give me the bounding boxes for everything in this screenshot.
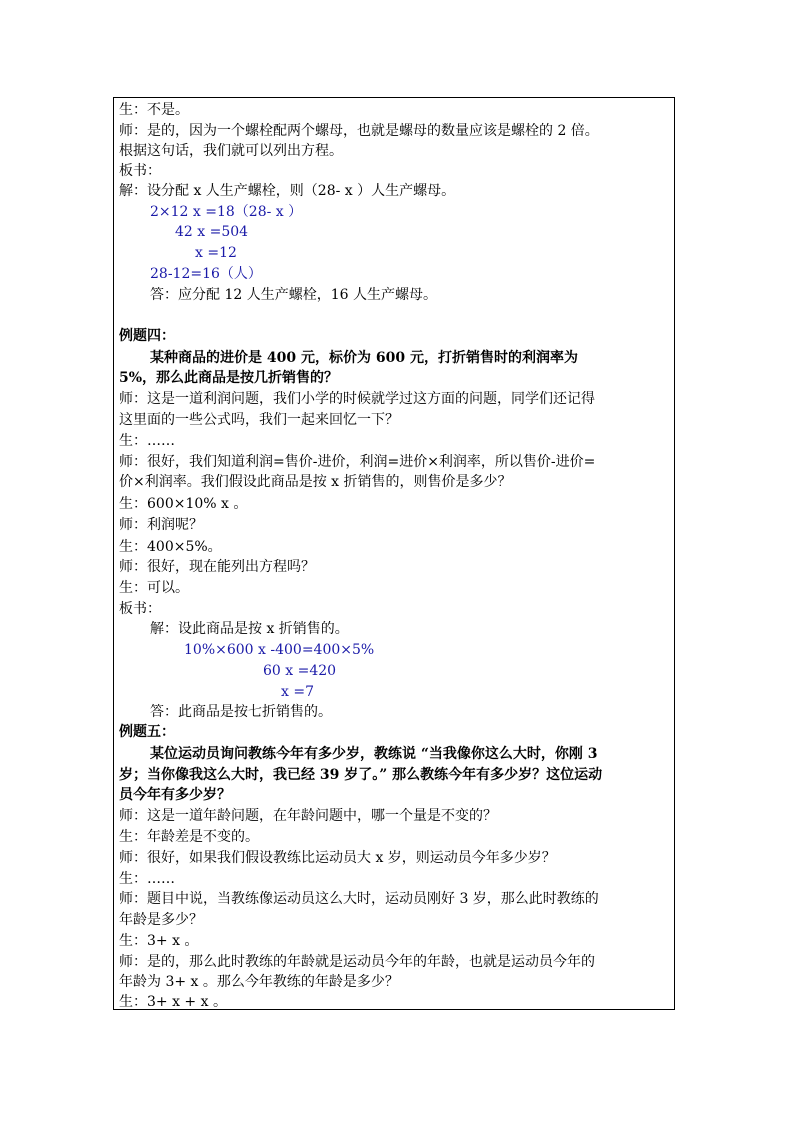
text-line: 板书： <box>119 601 161 617</box>
text-line: 师：很好，现在能列出方程吗？ <box>119 559 315 575</box>
answer-line: 答：应分配 12 人生产螺栓，16 人生产螺母。 <box>150 287 437 303</box>
text-line: 师：这是一道年龄问题，在年龄问题中，哪一个量是不变的？ <box>119 808 497 824</box>
text-line: 生：3+ x + x 。 <box>119 994 227 1010</box>
text-line: 师：很好，如果我们假设教练比运动员大 x 岁，则运动员今年多少岁？ <box>119 850 556 866</box>
text-line: 这里面的一些公式吗，我们一起来回忆一下？ <box>119 412 399 428</box>
text-line: 解：设分配 x 人生产螺栓，则（28- x ）人生产螺母。 <box>119 183 456 199</box>
text-line: 生：3+ x 。 <box>119 933 199 949</box>
equation-line: 28-12=16（人） <box>150 266 262 282</box>
text-line: 师：利润呢？ <box>119 517 203 533</box>
problem-text: 员今年有多少岁？ <box>119 787 231 803</box>
section-heading: 例题五： <box>119 724 175 740</box>
equation-line: 42 x =504 <box>175 224 249 240</box>
text-line: 生：…… <box>119 871 175 887</box>
text-line: 生：可以。 <box>119 580 189 596</box>
text-line: 生：400×5%。 <box>119 539 222 555</box>
problem-text: 某种商品的进价是 400 元，标价为 600 元，打折销售时的利润率为 <box>150 350 578 366</box>
text-line: 生：600×10% x 。 <box>119 496 248 512</box>
equation-line: x =12 <box>195 245 237 261</box>
text-line: 年龄是多少？ <box>119 912 203 928</box>
text-line: 师：这是一道利润问题，我们小学的时候就学过这方面的问题，同学们还记得 <box>119 391 595 407</box>
text-line: 师：是的，因为一个螺栓配两个螺母，也就是螺母的数量应该是螺栓的 2 倍。 <box>119 123 599 139</box>
problem-text: 某位运动员询问教练今年有多少岁，教练说 “当我像你这么大时，你刚 3 <box>150 746 598 762</box>
problem-text: 岁；当你像我这么大时，我已经 39 岁了。” 那么教练今年有多少岁？这位运动 <box>119 767 603 783</box>
text-line: 师：是的，那么此时教练的年龄就是运动员今年的年龄，也就是运动员今年的 <box>119 954 595 970</box>
text-line: 年龄为 3+ x 。那么今年教练的年龄是多少？ <box>119 974 399 990</box>
text-line: 生：…… <box>119 433 175 449</box>
text-line: 师：很好，我们知道利润=售价-进价，利润=进价×利润率，所以售价-进价= <box>119 454 596 470</box>
answer-line: 答：此商品是按七折销售的。 <box>150 704 332 720</box>
equation-line: 10%×600 x -400=400×5% <box>184 642 375 658</box>
text-line: 生：不是。 <box>119 102 189 118</box>
equation-line: 2×12 x =18（28- x ） <box>150 204 303 220</box>
text-line: 根据这句话，我们就可以列出方程。 <box>119 143 343 159</box>
text-line: 解：设此商品是按 x 折销售的。 <box>150 621 349 637</box>
equation-line: x =7 <box>281 684 314 700</box>
section-heading: 例题四： <box>119 328 175 344</box>
text-line: 师：题目中说，当教练像运动员这么大时，运动员刚好 3 岁，那么此时教练的 <box>119 891 599 907</box>
equation-line: 60 x =420 <box>263 663 337 679</box>
text-line: 价×利润率。我们假设此商品是按 x 折销售的，则售价是多少？ <box>119 474 512 490</box>
text-line: 生：年龄差是不变的。 <box>119 829 259 845</box>
problem-text: 5%，那么此商品是按几折销售的？ <box>119 370 339 386</box>
text-line: 板书： <box>119 163 161 179</box>
